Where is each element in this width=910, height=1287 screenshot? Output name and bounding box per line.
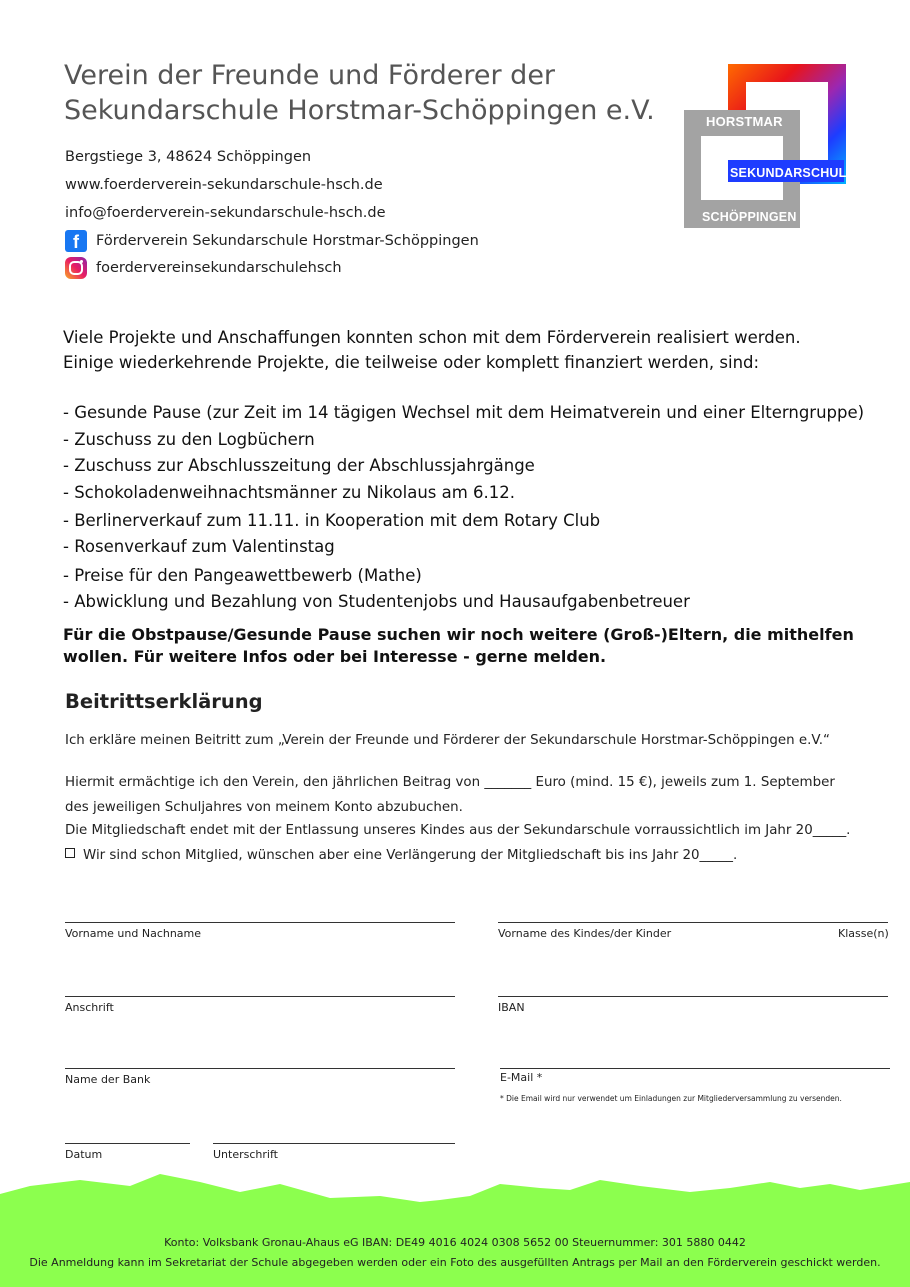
organization-title-line2: Sekundarschule Horstmar-Schöppingen e.V.: [64, 95, 655, 126]
instagram-label: foerdervereinsekundarschulehsch: [96, 260, 342, 276]
intro-line-2: Einige wiederkehrende Projekte, die teilweise oder komplett finanziert werden, sind:: [63, 353, 760, 372]
list-item: - Preise für den Pangeawettbewerb (Mathe): [63, 566, 422, 585]
address-field-label: Anschrift: [65, 1001, 114, 1014]
date-field-label: Datum: [65, 1148, 103, 1161]
list-item: - Abwicklung und Bezahlung von Studentenjobs und Hausaufgabenbetreuer: [63, 592, 690, 611]
email-link[interactable]: info@foerderverein-sekundarschule-hsch.de: [65, 205, 386, 221]
logo-text-schoeppingen: SCHÖPPINGEN: [702, 210, 797, 224]
logo-text-horstmar: HORSTMAR: [706, 114, 783, 129]
name-field-label: Vorname und Nachname: [65, 927, 202, 940]
facebook-row[interactable]: [65, 230, 479, 252]
list-item: - Rosenverkauf zum Valentinstag: [63, 537, 335, 556]
declaration-text: Ich erkläre meinen Beitritt zum „Verein der Freunde und Förderer der Sekundarschule Horstmar-Schöppingen e.V.“: [65, 733, 830, 748]
mandate-line-1: Hiermit ermächtige ich den Verein, den jährlichen Beitrag von _______ Euro (mind. 15 €), jeweils zum 1. September: [65, 775, 835, 790]
website-link[interactable]: www.foerderverein-sekundarschule-hsch.de: [65, 177, 383, 193]
mandate-line-2: des jeweiligen Schuljahres von meinem Konto abzubuchen.: [65, 800, 463, 815]
extension-checkbox[interactable]: [65, 848, 75, 858]
extension-option[interactable]: [65, 848, 737, 863]
intro-line-1: Viele Projekte und Anschaffungen konnten schon mit dem Förderverein realisiert werden.: [63, 328, 801, 347]
footer-bank-info: Konto: Volksbank Gronau-Ahaus eG IBAN: DE49 4016 4024 0308 5652 00 Steuernummer: 301 5880 0442: [164, 1236, 746, 1249]
list-item: - Zuschuss zur Abschlusszeitung der Abschlussjahrgänge: [63, 456, 535, 475]
list-item: - Berlinerverkauf zum 11.11. in Kooperation mit dem Rotary Club: [63, 511, 601, 530]
email-field-label: E-Mail *: [500, 1071, 543, 1084]
organization-title: [64, 58, 684, 128]
iban-field-label: IBAN: [498, 1001, 525, 1014]
form-title: Beitrittserklärung: [65, 690, 263, 713]
child-field-line[interactable]: [498, 922, 888, 923]
instagram-row[interactable]: [65, 257, 342, 279]
name-field-line[interactable]: [65, 922, 455, 923]
list-item: - Schokoladenweihnachtsmänner zu Nikolaus am 6.12.: [63, 483, 516, 502]
date-field-line[interactable]: [65, 1143, 190, 1144]
signature-field-line[interactable]: [213, 1143, 455, 1144]
instagram-icon: [65, 257, 87, 279]
facebook-label: Förderverein Sekundarschule Horstmar-Schöppingen: [96, 233, 479, 249]
volunteer-note: Für die Obstpause/Gesunde Pause suchen wir noch weitere (Groß-)Eltern, die mithelfen wollen. Für weitere Infos oder bei Interesse - gerne melden.: [63, 625, 854, 666]
extension-label: Wir sind schon Mitglied, wünschen aber eine Verlängerung der Mitgliedschaft bis ins Jahr 20_____.: [83, 848, 738, 863]
list-item: - Zuschuss zu den Logbüchern: [63, 430, 315, 449]
footer-registration-info: Die Anmeldung kann im Sekretariat der Schule abgegeben werden oder ein Foto des ausgefüllten Antrags per Mail an den Förderverein geschickt werden.: [29, 1256, 881, 1269]
bank-field-label: Name der Bank: [65, 1073, 151, 1086]
iban-field-line[interactable]: [498, 996, 888, 997]
list-item: - Gesunde Pause (zur Zeit im 14 tägigen Wechsel mit dem Heimatverein und einer Elterngruppe): [63, 403, 865, 422]
footer-skyline-shape: [0, 1168, 910, 1287]
membership-end-text: Die Mitgliedschaft endet mit der Entlassung unseres Kindes aus der Sekundarschule vorraussichtlich im Jahr 20_____.: [65, 823, 851, 838]
logo-text-sekundarschule: SEKUNDARSCHULE: [730, 166, 856, 180]
address: Bergstiege 3, 48624 Schöppingen: [65, 149, 312, 165]
email-field-line[interactable]: [500, 1068, 890, 1069]
class-field-label: Klasse(n): [838, 927, 889, 940]
facebook-icon: f: [65, 230, 87, 252]
school-logo: [684, 64, 856, 230]
address-field-line[interactable]: [65, 996, 455, 997]
child-field-label: Vorname des Kindes/der Kinder: [498, 927, 672, 940]
signature-field-label: Unterschrift: [213, 1148, 278, 1161]
email-footnote: * Die Email wird nur verwendet um Einladungen zur Mitgliederversammlung zu versenden.: [500, 1094, 842, 1103]
organization-title-line1: Verein der Freunde und Förderer der: [64, 60, 556, 91]
bank-field-line[interactable]: [65, 1068, 455, 1069]
